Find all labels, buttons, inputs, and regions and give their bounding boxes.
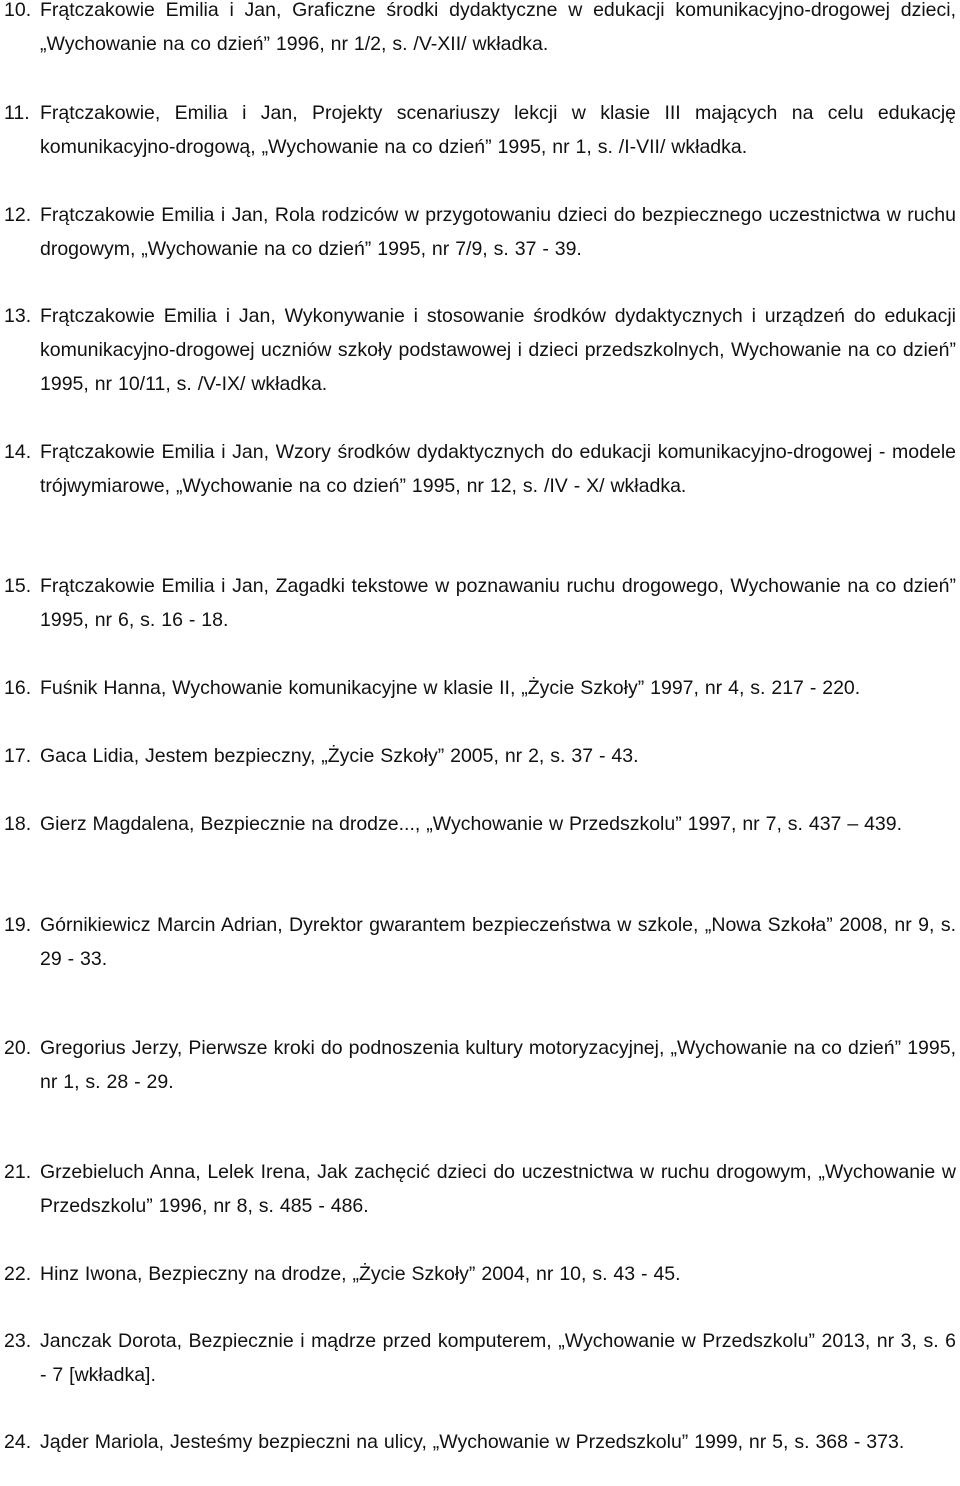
entry-text: Jąder Mariola, Jesteśmy bezpieczni na ulicy, „Wychowanie w Przedszkolu” 1999, nr 5, s. 368 - 373. — [40, 1431, 905, 1453]
bibliography-entry-12 — [0, 198, 956, 266]
bibliography-entry-15 — [0, 569, 956, 637]
entry-text: Frątczakowie Emilia i Jan, Wzory środków dydaktycznych do edukacji komunikacyjno-drogowej - modele trójwymiarowe, „Wychowanie na co dzień” 1995, nr 12, s. /IV - X/ wkładka. — [40, 441, 956, 497]
entry-number: 17. — [4, 745, 32, 767]
bibliography-entry-20 — [0, 1031, 956, 1099]
bibliography-entry-19 — [0, 908, 956, 976]
bibliography-entry-11 — [0, 96, 956, 164]
entry-number: 10. — [4, 0, 32, 21]
entry-text: Grzebieluch Anna, Lelek Irena, Jak zachęcić dzieci do uczestnictwa w ruchu drogowym, „Wychowanie w Przedszkolu” 1996, nr 8, s. 485 - 486. — [40, 1161, 956, 1217]
entry-text: Frątczakowie Emilia i Jan, Wykonywanie i stosowanie środków dydaktycznych i urządzeń do edukacji komunikacyjno-drogowej uczniów szkoły podstawowej i dzieci przedszkolnych, Wychowanie na co dzień” 1995, nr 10/11, s. /V-IX/ wkładka. — [40, 305, 956, 395]
entry-text: Janczak Dorota, Bezpiecznie i mądrze przed komputerem, „Wychowanie w Przedszkolu” 2013, nr 3, s. 6 - 7 [wkładka]. — [40, 1330, 956, 1386]
entry-number: 13. — [4, 305, 32, 327]
bibliography-entry-17 — [0, 739, 956, 773]
entry-text: Górnikiewicz Marcin Adrian, Dyrektor gwarantem bezpieczeństwa w szkole, „Nowa Szkoła” 2008, nr 9, s. 29 - 33. — [40, 914, 956, 970]
bibliography-entry-18 — [0, 807, 956, 841]
bibliography-entry-22 — [0, 1257, 956, 1291]
entry-number: 20. — [4, 1037, 32, 1059]
bibliography-entry-23 — [0, 1324, 956, 1392]
bibliography-entry-16 — [0, 671, 956, 705]
entry-number: 16. — [4, 677, 32, 699]
bibliography-entry-24 — [0, 1425, 956, 1459]
bibliography-entry-14 — [0, 435, 956, 503]
entry-text: Fuśnik Hanna, Wychowanie komunikacyjne w klasie II, „Życie Szkoły” 1997, nr 4, s. 217 - 220. — [40, 677, 861, 699]
entry-number: 11. — [4, 102, 30, 124]
entry-number: 23. — [4, 1330, 32, 1352]
entry-text: Frątczakowie, Emilia i Jan, Projekty scenariuszy lekcji w klasie III mających na celu edukację komunikacyjno-drogową, „Wychowanie na co dzień” 1995, nr 1, s. /I-VII/ wkładka. — [40, 102, 956, 158]
entry-number: 22. — [4, 1263, 32, 1285]
bibliography-entry-10 — [0, 0, 956, 61]
entry-text: Frątczakowie Emilia i Jan, Graficzne środki dydaktyczne w edukacji komunikacyjno-drogowej dzieci, „Wychowanie na co dzień” 1996, nr 1/2, s. /V-XII/ wkładka. — [40, 0, 956, 55]
bibliography-entry-21 — [0, 1155, 956, 1223]
entry-text: Gierz Magdalena, Bezpiecznie na drodze..., „Wychowanie w Przedszkolu” 1997, nr 7, s. 437 – 439. — [40, 813, 903, 835]
entry-number: 24. — [4, 1431, 32, 1453]
entry-text: Frątczakowie Emilia i Jan, Zagadki tekstowe w poznawaniu ruchu drogowego, Wychowanie na co dzień” 1995, nr 6, s. 16 - 18. — [40, 575, 956, 631]
entry-text: Gaca Lidia, Jestem bezpieczny, „Życie Szkoły” 2005, nr 2, s. 37 - 43. — [40, 745, 639, 767]
entry-number: 18. — [4, 813, 32, 835]
entry-number: 12. — [4, 204, 32, 226]
entry-number: 21. — [4, 1161, 32, 1183]
bibliography-entry-13 — [0, 299, 956, 401]
entry-number: 14. — [4, 441, 32, 463]
entry-text: Gregorius Jerzy, Pierwsze kroki do podnoszenia kultury motoryzacyjnej, „Wychowanie na co dzień” 1995, nr 1, s. 28 - 29. — [40, 1037, 956, 1093]
entry-number: 15. — [4, 575, 32, 597]
entry-text: Frątczakowie Emilia i Jan, Rola rodziców w przygotowaniu dzieci do bezpiecznego uczestnictwa w ruchu drogowym, „Wychowanie na co dzień” 1995, nr 7/9, s. 37 - 39. — [40, 204, 956, 260]
entry-text: Hinz Iwona, Bezpieczny na drodze, „Życie Szkoły” 2004, nr 10, s. 43 - 45. — [40, 1263, 681, 1285]
entry-number: 19. — [4, 914, 32, 936]
